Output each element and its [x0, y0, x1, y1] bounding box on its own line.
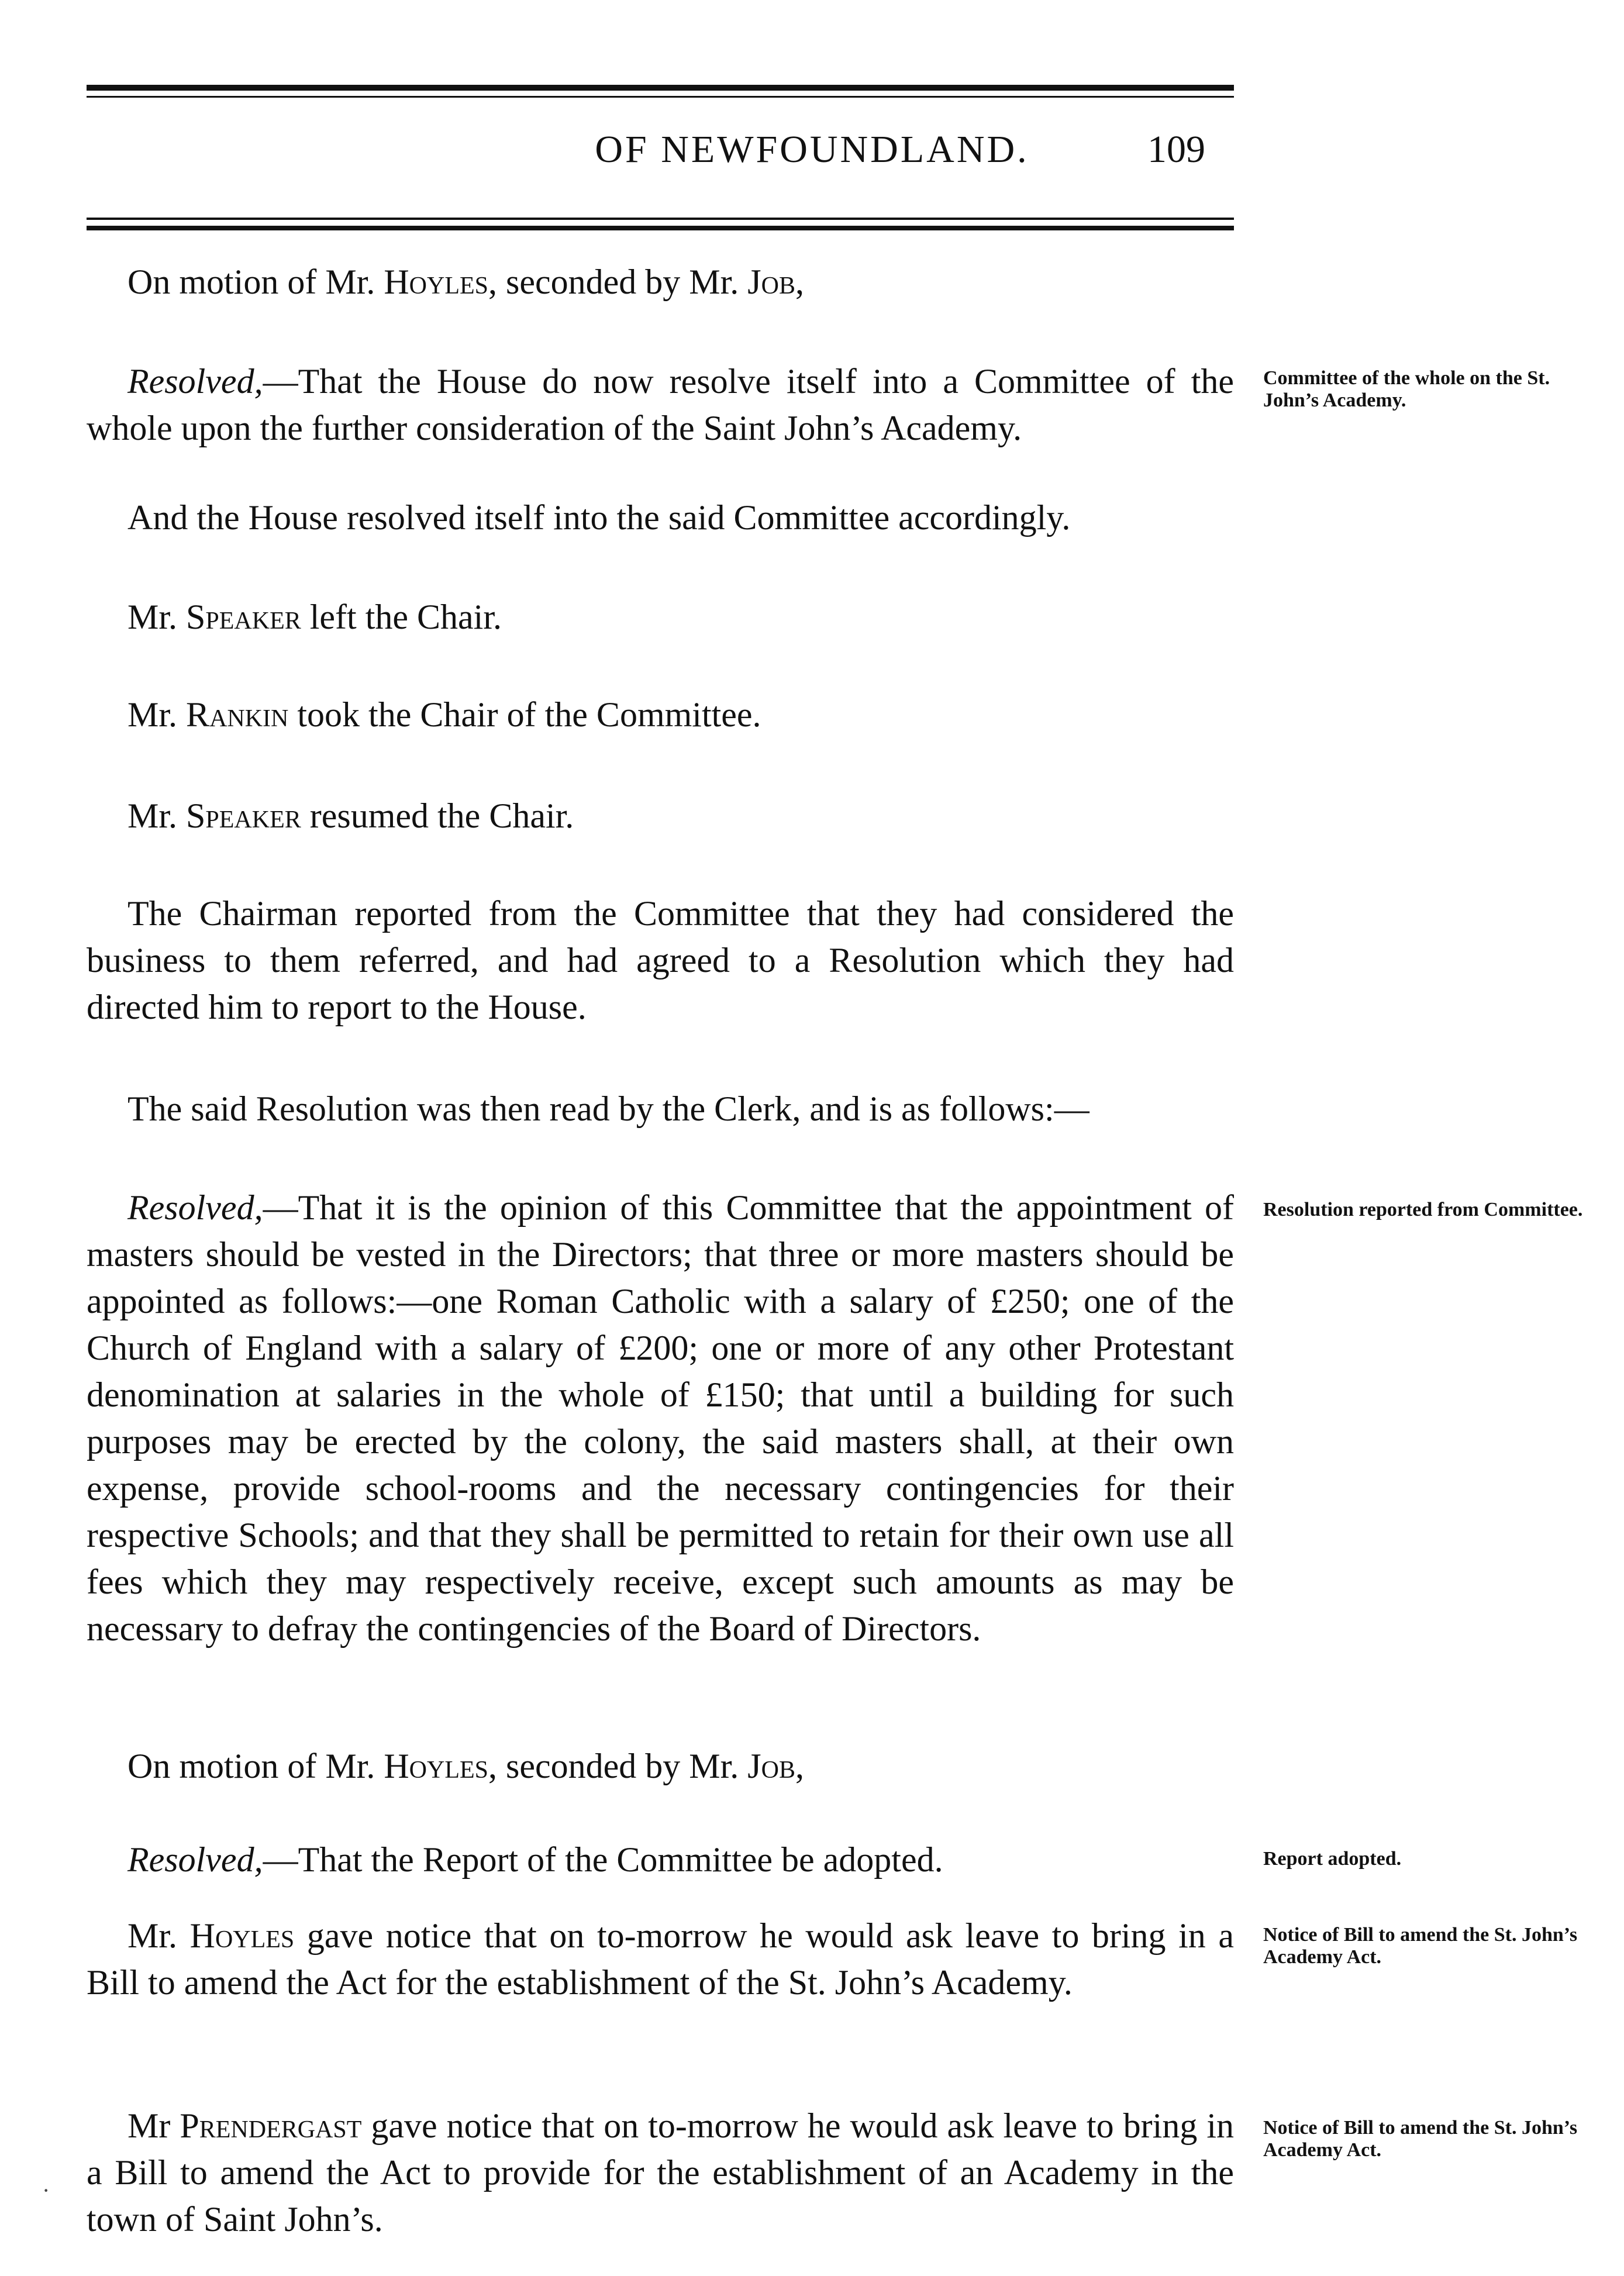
resolved-lead: Resolved,: [127, 1188, 263, 1227]
running-title: OF NEWFOUNDLAND.: [595, 128, 1029, 171]
paragraph-motion-1: On motion of Mr. Hoyles, seconded by Mr. Job,: [127, 263, 804, 301]
paragraph-report-adopted: Resolved,—That the Report of the Committee be adopted.: [127, 1840, 943, 1879]
paragraph-resolved-committee: Resolved,—That the House do now resolve itself into a Committee of the whole upon the further consideration of the Saint John’s Academy.: [87, 362, 1234, 447]
member-name: Hoyles: [189, 1916, 295, 1955]
member-name: Rankin: [186, 695, 289, 734]
print-speck: ·: [42, 2177, 50, 2203]
header-rule-bottom: [87, 218, 1234, 230]
paragraph-resolution-read: The said Resolution was then read by the Clerk, and is as follows:—: [127, 1089, 1089, 1128]
paragraph-hoyles-notice: Mr. Hoyles gave notice that on to-morrow he would ask leave to bring in a Bill to amend the Act for the establishment of the St. John’s Academy.: [87, 1916, 1234, 2002]
paragraph-speaker-left: Mr. Speaker left the Chair.: [127, 598, 502, 636]
member-name: Prendergast: [180, 2106, 362, 2145]
paragraph-prendergast-notice: Mr Prendergast gave notice that on to-morrow he would ask leave to bring in a Bill to amend the Act to provide for the establishment of an Academy in the town of Saint John’s.: [87, 2106, 1234, 2239]
paragraph-resolution-text: Resolved,—That it is the opinion of this Committee that the appointment of masters should be vested in the Directors; that three or more masters should be appointed as follows:—one Roman Catholic with a salary of £250; one of the Church of England with a salary of £200; one or more of any other Protestant denomination at salaries in the whole of £150; that until a building for such purposes may be erected by the colony, the said masters shall, at their own expense, provide school-rooms and the necessary contingencies for their respective Schools; and that they shall be permitted to retain for their own use all fees which they may respectively receive, except such amounts as may be necessary to defray the contingencies of the Board of Directors.: [87, 1188, 1234, 1648]
member-name: Job: [747, 1747, 795, 1785]
paragraph-rankin-chair: Mr. Rankin took the Chair of the Committee.: [127, 695, 761, 734]
header-rule-top: [87, 85, 1234, 98]
margin-note-prendergast-bill: Notice of Bill to amend the St. John’s Academy Act.: [1263, 2117, 1578, 2161]
paragraph-chairman-reported: The Chairman reported from the Committee that they had considered the business to them referred, and had agreed to a Resolution which they had directed him to report to the House.: [87, 894, 1234, 1026]
margin-note-committee: Committee of the whole on the St. John’s Academy.: [1263, 367, 1550, 411]
margin-note-hoyles-bill: Notice of Bill to amend the St. John’s Academy Act.: [1263, 1924, 1578, 1968]
member-name: Job: [747, 263, 795, 301]
page-number: 109: [1147, 128, 1205, 171]
paragraph-house-resolved: And the House resolved itself into the said Committee accordingly.: [127, 498, 1071, 537]
margin-note-report-adopted: Report adopted.: [1263, 1848, 1402, 1870]
resolved-lead: Resolved,: [127, 1840, 263, 1879]
resolved-lead: Resolved,: [127, 362, 263, 401]
member-name: Speaker: [186, 796, 301, 835]
member-name: Speaker: [186, 598, 301, 636]
member-name: Hoyles: [384, 1747, 489, 1785]
member-name: Hoyles: [384, 263, 489, 301]
margin-note-resolution-reported: Resolution reported from Committee.: [1263, 1199, 1583, 1220]
paragraph-motion-2: On motion of Mr. Hoyles, seconded by Mr. Job,: [127, 1747, 804, 1785]
paragraph-speaker-resumed: Mr. Speaker resumed the Chair.: [127, 796, 574, 835]
